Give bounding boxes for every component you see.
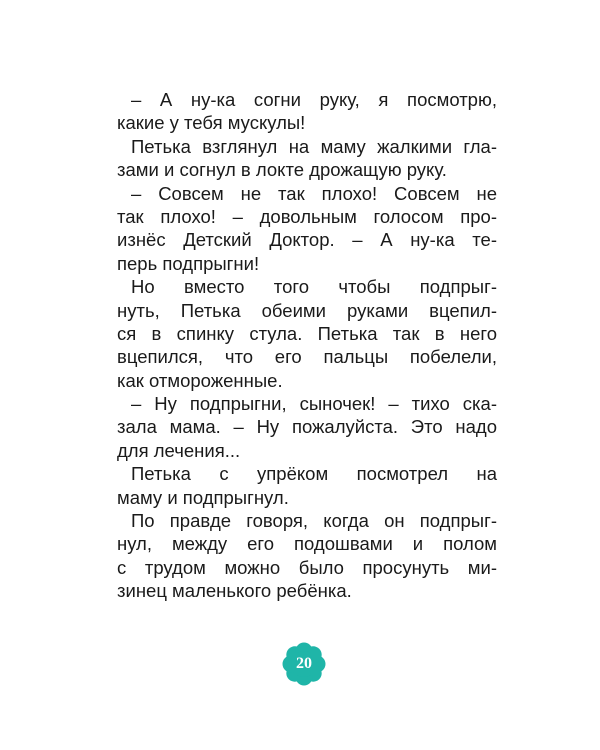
text-line: маму и подпрыгнул. [117,486,289,508]
text-line: Но вместо того чтобы подпрыг- [131,276,497,298]
paragraph-7 [117,509,497,603]
paragraph-5 [117,392,497,462]
text-line: зинец маленького ребёнка. [117,580,352,602]
text-line: зами и согнул в локте дрожащую руку. [117,159,447,181]
page-number: 20 [296,655,312,672]
paragraph-1 [117,88,497,135]
text-line: с трудом можно было просунуть ми- [117,556,497,578]
text-line: для лечения... [117,439,241,461]
text-line: изнёс Детский Доктор. – А ну-ка те- [117,229,497,251]
paragraph-2 [117,135,497,182]
page-text [117,88,497,603]
text-line: перь подпрыгни! [117,252,260,274]
text-line: – А ну-ка согни руку, я посмотрю, [131,89,497,110]
paragraph-6 [117,462,497,509]
text-line: нуть, Петька обеими руками вцепил- [117,299,497,321]
text-line: Петька с упрёком посмотрел на [131,463,497,485]
text-line: ся в спинку стула. Петька так в него [117,322,497,344]
paragraph-4 [117,275,497,392]
text-line: так плохо! – довольным голосом про- [117,205,497,227]
text-line: как отмороженные. [117,369,283,391]
paragraph-3 [117,182,497,276]
text-line: какие у тебя мускулы! [117,112,306,134]
text-line: вцепился, что его пальцы побелели, [117,346,497,368]
text-line: По правде говоря, когда он подпрыг- [131,510,497,532]
text-line: – Совсем не так плохо! Совсем не [131,182,497,204]
page-number-badge [280,640,328,688]
text-line: Петька взглянул на маму жалкими гла- [131,135,497,157]
text-line: зала мама. – Ну пожалуйста. Это надо [117,416,497,438]
text-line: – Ну подпрыгни, сыночек! – тихо ска- [131,393,497,415]
text-line: нул, между его подошвами и полом [117,533,497,555]
